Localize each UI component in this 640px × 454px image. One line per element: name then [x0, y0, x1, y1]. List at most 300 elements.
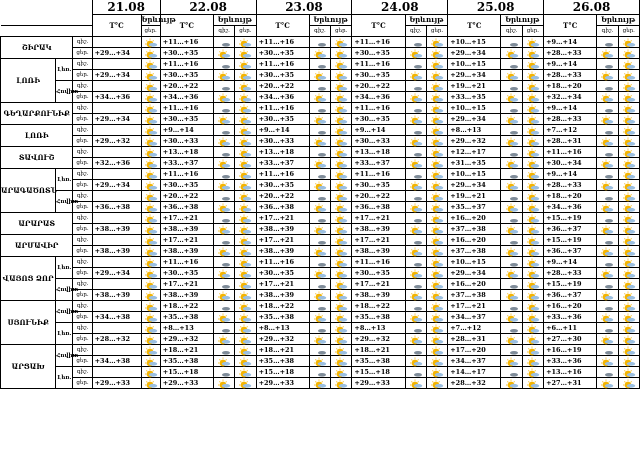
temperature-cell: +12…+17 — [448, 147, 501, 158]
temperature-cell: +38…+39 — [352, 246, 405, 257]
moon-cloud-icon — [522, 81, 543, 92]
temperature-cell: +34…+36 — [544, 202, 597, 213]
moon-cloud-icon — [618, 169, 639, 180]
temperature-cell: +29…+34 — [448, 48, 501, 59]
temperature-cell — [92, 103, 141, 114]
moon-cloud-icon — [522, 323, 543, 334]
date-header: 22.08 — [160, 0, 256, 15]
sun-cloud-icon — [213, 180, 234, 191]
label-row-1 — [1, 15, 640, 26]
temperature-cell: +35…+38 — [352, 356, 405, 367]
moon-cloud-icon — [235, 147, 256, 158]
phen-header: Երևույթ — [309, 15, 352, 26]
zone-name: Լեռ. — [56, 59, 73, 81]
sun-cloud-icon — [426, 246, 447, 257]
moon-cloud-icon — [597, 147, 618, 158]
moon-cloud-icon — [522, 345, 543, 356]
moon-cloud-icon — [522, 367, 543, 378]
sun-cloud-icon — [141, 378, 160, 389]
forecast-row — [1, 114, 640, 125]
day-night-label: ցեր. — [73, 290, 92, 301]
moon-cloud-icon — [597, 345, 618, 356]
moon-cloud-icon — [405, 81, 426, 92]
temperature-cell: +36…+38 — [160, 202, 213, 213]
moon-cloud-icon — [522, 257, 543, 268]
temperature-cell: +8…+13 — [448, 125, 501, 136]
sun-cloud-icon — [405, 180, 426, 191]
moon-cloud-icon — [618, 279, 639, 290]
temperature-cell — [92, 125, 141, 136]
day-header: ցեր. — [426, 26, 447, 37]
moon-cloud-icon — [522, 191, 543, 202]
moon-cloud-icon — [309, 323, 330, 334]
sun-cloud-icon — [405, 290, 426, 301]
sun-cloud-icon — [501, 312, 522, 323]
moon-cloud-icon — [331, 235, 352, 246]
sun-cloud-icon — [331, 48, 352, 59]
moon-cloud-icon — [235, 37, 256, 48]
temperature-cell: +29…+34 — [92, 180, 141, 191]
sun-cloud-icon — [331, 334, 352, 345]
temperature-cell: +7…+12 — [544, 125, 597, 136]
moon-cloud-icon — [522, 301, 543, 312]
forecast-row — [1, 334, 640, 345]
forecast-row — [1, 169, 640, 180]
temperature-cell: +9…+14 — [544, 37, 597, 48]
temperature-cell: +11…+16 — [256, 103, 309, 114]
moon-cloud-icon — [618, 191, 639, 202]
sun-cloud-icon — [331, 268, 352, 279]
temperature-cell: +17…+21 — [448, 301, 501, 312]
temperature-cell: +17…+21 — [256, 235, 309, 246]
sun-cloud-icon — [331, 224, 352, 235]
sun-cloud-icon — [213, 246, 234, 257]
sun-cloud-icon — [597, 246, 618, 257]
day-header: ցեր. — [522, 26, 543, 37]
temperature-cell: +14…+17 — [448, 367, 501, 378]
day-header: ցեր. — [331, 26, 352, 37]
moon-cloud-icon — [213, 323, 234, 334]
temperature-cell: +36…+38 — [92, 202, 141, 213]
temperature-cell: +38…+39 — [92, 290, 141, 301]
temperature-cell: +29…+32 — [92, 136, 141, 147]
moon-cloud-icon — [426, 213, 447, 224]
sun-cloud-icon — [426, 224, 447, 235]
sun-cloud-icon — [501, 224, 522, 235]
temperature-cell: +34…+38 — [92, 356, 141, 367]
moon-cloud-icon — [405, 257, 426, 268]
temperature-cell: +30…+35 — [352, 180, 405, 191]
forecast-row — [1, 356, 640, 367]
sun-cloud-icon — [235, 158, 256, 169]
sun-cloud-icon — [141, 136, 160, 147]
sun-cloud-icon — [405, 268, 426, 279]
moon-cloud-icon — [618, 257, 639, 268]
moon-cloud-icon — [501, 279, 522, 290]
day-night-label: գիշ. — [73, 191, 92, 202]
temperature-cell: +17…+21 — [256, 279, 309, 290]
moon-cloud-icon — [213, 301, 234, 312]
sun-cloud-icon — [235, 356, 256, 367]
temperature-cell: +38…+39 — [92, 246, 141, 257]
sun-cloud-icon — [618, 378, 639, 389]
moon-cloud-icon — [331, 125, 352, 136]
sun-cloud-icon — [618, 92, 639, 103]
temperature-cell: +30…+35 — [352, 268, 405, 279]
sun-cloud-icon — [213, 70, 234, 81]
sun-cloud-icon — [235, 268, 256, 279]
temperature-cell: +29…+34 — [92, 48, 141, 59]
day-night-label: գիշ. — [73, 279, 92, 290]
sun-cloud-icon — [618, 180, 639, 191]
sun-cloud-icon — [235, 114, 256, 125]
temperature-cell: +17…+21 — [256, 213, 309, 224]
moon-cloud-icon — [597, 213, 618, 224]
temperature-cell: +30…+33 — [160, 136, 213, 147]
moon-cloud-icon — [213, 235, 234, 246]
temperature-cell: +30…+35 — [256, 70, 309, 81]
temperature-cell: +20…+22 — [352, 81, 405, 92]
temperature-cell: +38…+39 — [160, 246, 213, 257]
temperature-cell: +28…+31 — [544, 136, 597, 147]
temperature-cell: +37…+38 — [448, 290, 501, 301]
temperature-cell: +20…+22 — [256, 191, 309, 202]
temperature-cell: +18…+22 — [352, 301, 405, 312]
forecast-row — [1, 92, 640, 103]
temperature-cell: +16…+20 — [544, 301, 597, 312]
zone-name: Լեռ. — [56, 367, 73, 389]
sun-cloud-icon — [405, 224, 426, 235]
forecast-row — [1, 290, 640, 301]
sun-cloud-icon — [597, 268, 618, 279]
temperature-cell: +19…+21 — [448, 81, 501, 92]
temperature-cell: +18…+21 — [352, 345, 405, 356]
moon-cloud-icon — [309, 191, 330, 202]
temperature-cell: +30…+35 — [352, 70, 405, 81]
moon-cloud-icon — [331, 279, 352, 290]
moon-cloud-icon — [331, 103, 352, 114]
forecast-row — [1, 378, 640, 389]
temperature-cell: +10…+15 — [448, 59, 501, 70]
corner-cell — [1, 0, 93, 26]
sun-cloud-icon — [501, 92, 522, 103]
moon-cloud-icon — [618, 125, 639, 136]
moon-cloud-icon — [331, 59, 352, 70]
moon-cloud-icon — [501, 169, 522, 180]
temperature-cell: +29…+33 — [256, 378, 309, 389]
moon-cloud-icon — [309, 301, 330, 312]
sun-cloud-icon — [405, 334, 426, 345]
day-night-label: ցեր. — [73, 48, 92, 59]
temperature-cell: +11…+16 — [352, 257, 405, 268]
sun-cloud-icon — [501, 378, 522, 389]
region-name: ԼՈՌԻ — [1, 59, 56, 103]
moon-cloud-icon — [235, 125, 256, 136]
moon-cloud-icon — [522, 37, 543, 48]
sun-cloud-icon — [597, 378, 618, 389]
sun-cloud-icon — [405, 114, 426, 125]
sun-cloud-icon — [501, 202, 522, 213]
moon-cloud-icon — [501, 345, 522, 356]
sun-cloud-icon — [426, 290, 447, 301]
temperature-cell: +10…+15 — [448, 37, 501, 48]
moon-cloud-icon — [309, 367, 330, 378]
zone-name: Հովիտ — [56, 301, 73, 323]
temperature-cell: +37…+38 — [448, 246, 501, 257]
sun-cloud-icon — [141, 334, 160, 345]
sun-cloud-icon — [141, 158, 160, 169]
temperature-cell: +11…+16 — [352, 59, 405, 70]
moon-cloud-icon — [405, 59, 426, 70]
sun-cloud-icon — [426, 114, 447, 125]
day-night-label: ցեր. — [73, 378, 92, 389]
moon-cloud-icon — [141, 235, 160, 246]
forecast-row — [1, 202, 640, 213]
temperature-cell: +33…+36 — [544, 312, 597, 323]
sun-cloud-icon — [426, 158, 447, 169]
temperature-cell: +18…+22 — [256, 301, 309, 312]
moon-cloud-icon — [501, 103, 522, 114]
sun-cloud-icon — [618, 334, 639, 345]
moon-cloud-icon — [141, 103, 160, 114]
zone-name: Լեռ. — [56, 169, 73, 191]
moon-cloud-icon — [618, 235, 639, 246]
moon-cloud-icon — [141, 37, 160, 48]
moon-cloud-icon — [405, 301, 426, 312]
sun-cloud-icon — [235, 70, 256, 81]
temperature-cell: +30…+35 — [160, 268, 213, 279]
temperature-cell: +28…+33 — [544, 180, 597, 191]
temperature-cell: +9…+14 — [256, 125, 309, 136]
temperature-cell: +11…+16 — [160, 103, 213, 114]
moon-cloud-icon — [141, 279, 160, 290]
temperature-cell: +28…+33 — [544, 70, 597, 81]
temperature-cell — [92, 323, 141, 334]
temperature-cell: +11…+16 — [160, 37, 213, 48]
day-night-label: գիշ. — [73, 235, 92, 246]
temperature-cell: +32…+34 — [544, 92, 597, 103]
sun-cloud-icon — [235, 224, 256, 235]
moon-cloud-icon — [426, 257, 447, 268]
temperature-cell: +31…+35 — [448, 158, 501, 169]
temperature-cell: +9…+14 — [544, 59, 597, 70]
temperature-cell: +30…+34 — [544, 158, 597, 169]
moon-cloud-icon — [618, 345, 639, 356]
temperature-cell: +15…+19 — [544, 279, 597, 290]
moon-cloud-icon — [618, 323, 639, 334]
temperature-cell: +33…+37 — [160, 158, 213, 169]
forecast-row — [1, 147, 640, 158]
sun-cloud-icon — [597, 70, 618, 81]
sun-cloud-icon — [235, 92, 256, 103]
temperature-cell: +10…+15 — [448, 257, 501, 268]
temperature-cell: +29…+34 — [92, 114, 141, 125]
moon-cloud-icon — [405, 345, 426, 356]
temperature-cell: +38…+39 — [352, 290, 405, 301]
temperature-cell — [92, 257, 141, 268]
forecast-row — [1, 37, 640, 48]
moon-cloud-icon — [331, 367, 352, 378]
moon-cloud-icon — [426, 103, 447, 114]
temperature-cell — [92, 169, 141, 180]
sun-cloud-icon — [426, 356, 447, 367]
sun-cloud-icon — [597, 114, 618, 125]
moon-cloud-icon — [405, 279, 426, 290]
moon-cloud-icon — [618, 81, 639, 92]
day-night-label: ցեր. — [73, 180, 92, 191]
forecast-body — [1, 37, 640, 389]
sun-cloud-icon — [213, 312, 234, 323]
temperature-cell: +18…+20 — [544, 191, 597, 202]
date-header: 24.08 — [352, 0, 448, 15]
sun-cloud-icon — [426, 70, 447, 81]
temperature-cell — [92, 279, 141, 290]
sun-cloud-icon — [331, 92, 352, 103]
moon-cloud-icon — [141, 59, 160, 70]
moon-cloud-icon — [405, 103, 426, 114]
moon-cloud-icon — [597, 257, 618, 268]
moon-cloud-icon — [235, 345, 256, 356]
temp-header: T°C — [544, 15, 597, 37]
moon-cloud-icon — [141, 125, 160, 136]
day-night-label: գիշ. — [73, 103, 92, 114]
temperature-cell: +38…+39 — [92, 224, 141, 235]
moon-cloud-icon — [426, 81, 447, 92]
temperature-cell: +34…+38 — [92, 312, 141, 323]
temperature-cell: +30…+35 — [160, 70, 213, 81]
day-night-label: գիշ. — [73, 147, 92, 158]
sun-cloud-icon — [522, 180, 543, 191]
day-night-label: գիշ. — [73, 323, 92, 334]
temperature-cell — [92, 191, 141, 202]
phen-header: Երևույթ — [141, 15, 176, 24]
moon-cloud-icon — [309, 213, 330, 224]
sun-cloud-icon — [618, 136, 639, 147]
temperature-cell: +11…+16 — [352, 37, 405, 48]
temperature-cell: +33…+36 — [544, 356, 597, 367]
sun-cloud-icon — [405, 70, 426, 81]
temperature-cell: +29…+34 — [448, 268, 501, 279]
moon-cloud-icon — [522, 213, 543, 224]
moon-cloud-icon — [405, 147, 426, 158]
temperature-cell: +17…+21 — [160, 213, 213, 224]
day-night-label: ցեր. — [73, 92, 92, 103]
temperature-cell: +30…+35 — [256, 180, 309, 191]
sun-cloud-icon — [331, 158, 352, 169]
temperature-cell: +36…+38 — [256, 202, 309, 213]
sun-cloud-icon — [597, 92, 618, 103]
temperature-cell: +29…+34 — [448, 70, 501, 81]
sun-cloud-icon — [309, 114, 330, 125]
sun-cloud-icon — [235, 202, 256, 213]
moon-cloud-icon — [618, 213, 639, 224]
moon-cloud-icon — [618, 103, 639, 114]
region-name: ԱՐԱԳԱԾՈՏՆ — [1, 169, 56, 213]
date-header: 21.08 — [92, 0, 160, 15]
temperature-cell: +11…+16 — [160, 257, 213, 268]
sun-cloud-icon — [141, 48, 160, 59]
sun-cloud-icon — [331, 114, 352, 125]
date-header: 23.08 — [256, 0, 352, 15]
sun-cloud-icon — [141, 312, 160, 323]
moon-cloud-icon — [235, 279, 256, 290]
sun-cloud-icon — [309, 92, 330, 103]
moon-cloud-icon — [309, 59, 330, 70]
temp-header: T°C — [448, 15, 501, 37]
sun-cloud-icon — [618, 202, 639, 213]
moon-cloud-icon — [405, 323, 426, 334]
moon-cloud-icon — [331, 301, 352, 312]
sun-cloud-icon — [213, 378, 234, 389]
sun-cloud-icon — [141, 202, 160, 213]
temperature-cell: +28…+32 — [448, 378, 501, 389]
sun-cloud-icon — [141, 356, 160, 367]
temperature-cell: +20…+22 — [160, 191, 213, 202]
temperature-cell: +11…+16 — [160, 169, 213, 180]
moon-cloud-icon — [597, 169, 618, 180]
sun-cloud-icon — [405, 92, 426, 103]
sun-cloud-icon — [522, 136, 543, 147]
sun-cloud-icon — [331, 378, 352, 389]
temperature-cell: +29…+34 — [448, 114, 501, 125]
forecast-row — [1, 213, 640, 224]
temperature-cell: +34…+36 — [256, 92, 309, 103]
temperature-cell — [92, 147, 141, 158]
moon-cloud-icon — [309, 345, 330, 356]
zone-name: Հովիտ — [56, 345, 73, 367]
sun-cloud-icon — [426, 378, 447, 389]
day-night-label: ցեր. — [73, 136, 92, 147]
sun-cloud-icon — [597, 290, 618, 301]
sun-cloud-icon — [618, 48, 639, 59]
day-night-label: ցեր. — [73, 356, 92, 367]
moon-cloud-icon — [235, 235, 256, 246]
sun-cloud-icon — [141, 290, 160, 301]
moon-cloud-icon — [213, 257, 234, 268]
temperature-cell: +16…+20 — [448, 235, 501, 246]
moon-cloud-icon — [235, 169, 256, 180]
temperature-cell — [92, 213, 141, 224]
temperature-cell: +17…+21 — [352, 213, 405, 224]
sun-cloud-icon — [309, 70, 330, 81]
day-night-label: գիշ. — [73, 81, 92, 92]
sun-cloud-icon — [522, 312, 543, 323]
temperature-cell: +33…+35 — [448, 92, 501, 103]
temperature-cell: +34…+37 — [448, 312, 501, 323]
moon-cloud-icon — [235, 59, 256, 70]
forecast-row — [1, 81, 640, 92]
temperature-cell: +11…+16 — [352, 169, 405, 180]
sun-cloud-icon — [426, 334, 447, 345]
moon-cloud-icon — [141, 367, 160, 378]
temperature-cell: +17…+21 — [352, 279, 405, 290]
temperature-cell: +10…+15 — [448, 169, 501, 180]
moon-cloud-icon — [597, 59, 618, 70]
sun-cloud-icon — [501, 290, 522, 301]
moon-cloud-icon — [522, 59, 543, 70]
moon-cloud-icon — [141, 257, 160, 268]
moon-cloud-icon — [501, 257, 522, 268]
forecast-row — [1, 235, 640, 246]
moon-cloud-icon — [618, 59, 639, 70]
temperature-cell: +36…+37 — [544, 246, 597, 257]
temperature-cell: +18…+22 — [160, 301, 213, 312]
day-header: ցեր. — [235, 26, 256, 37]
sun-cloud-icon — [213, 48, 234, 59]
sun-cloud-icon — [235, 136, 256, 147]
forecast-row — [1, 246, 640, 257]
sun-cloud-icon — [501, 334, 522, 345]
